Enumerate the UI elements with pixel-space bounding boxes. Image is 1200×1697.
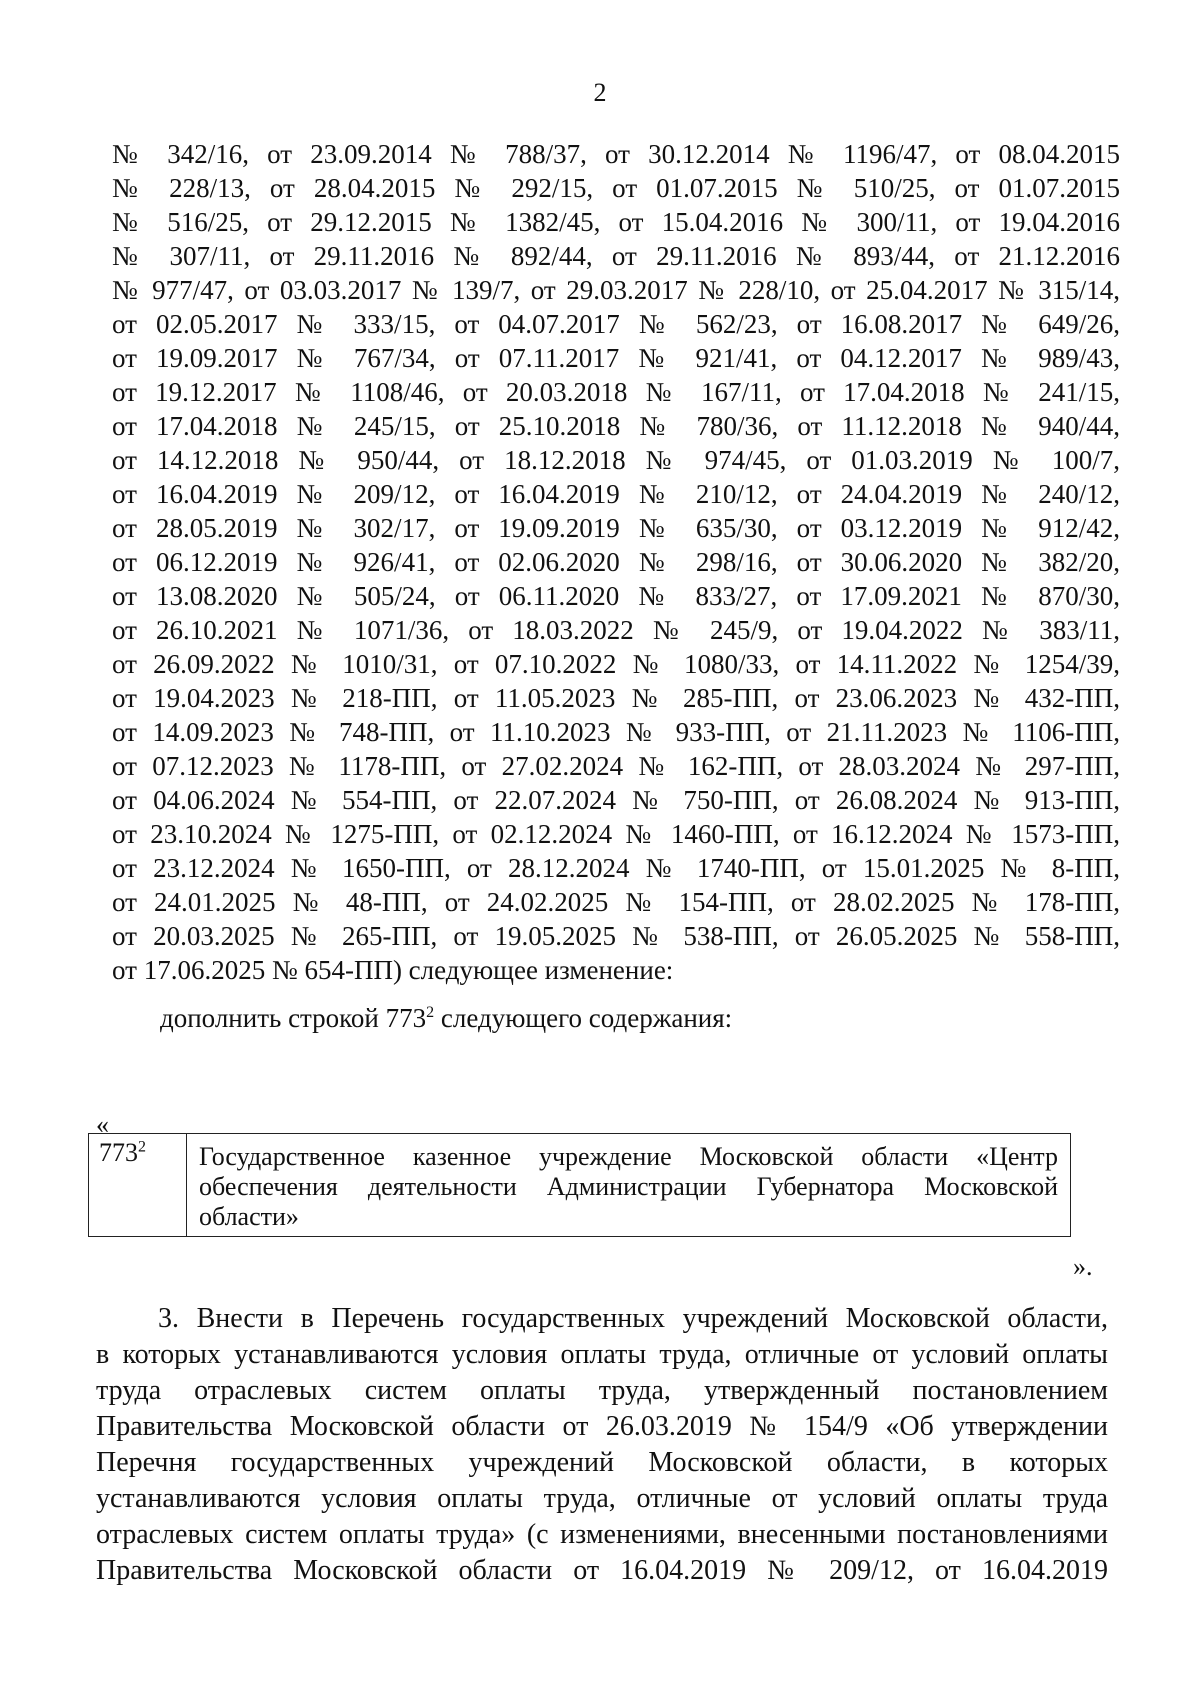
- amendment-line: от 24.01.2025 № 48-ПП, от 24.02.2025 № 154-ПП, от 28.02.2025 № 178-ПП,: [112, 887, 1120, 917]
- instruction-superscript: 2: [426, 1004, 435, 1021]
- amendment-line: от 16.04.2019 № 209/12, от 16.04.2019 № 210/12, от 24.04.2019 № 240/12,: [112, 479, 1120, 509]
- amendment-line: от 19.04.2023 № 218-ПП, от 11.05.2023 № 285-ПП, от 23.06.2023 № 432-ПП,: [112, 683, 1120, 713]
- amendment-line: от 04.06.2024 № 554-ПП, от 22.07.2024 № 750-ПП, от 26.08.2024 № 913-ПП,: [112, 785, 1120, 815]
- quote-open: «: [96, 1110, 109, 1139]
- amendment-line: № 516/25, от 29.12.2015 № 1382/45, от 15.04.2016 № 300/11, от 19.04.2016: [112, 207, 1120, 237]
- amendment-line: № 342/16, от 23.09.2014 № 788/37, от 30.12.2014 № 1196/47, от 08.04.2015: [112, 139, 1120, 169]
- amendment-line: от 17.04.2018 № 245/15, от 25.10.2018 № 780/36, от 11.12.2018 № 940/44,: [112, 411, 1120, 441]
- amendment-line: № 977/47, от 03.03.2017 № 139/7, от 29.03.2017 № 228/10, от 25.04.2017 № 315/14,: [112, 275, 1120, 305]
- page-number: 2: [593, 78, 607, 107]
- table-text-line: обеспечения деятельности Администрации Губернатора Московской: [199, 1172, 1058, 1201]
- quote-close: ».: [1073, 1252, 1093, 1281]
- table-text-cell: [187, 1134, 1070, 1236]
- table-number-cell: [89, 1134, 187, 1236]
- paragraph-line: устанавливаются условия оплаты труда, отличные от условий оплаты труда: [96, 1483, 1108, 1514]
- paragraph-line: Правительства Московской области от 16.04.2019 № 209/12, от 16.04.2019: [96, 1555, 1108, 1586]
- amendment-line: от 02.05.2017 № 333/15, от 04.07.2017 № 562/23, от 16.08.2017 № 649/26,: [112, 309, 1120, 339]
- amendment-line: от 28.05.2019 № 302/17, от 19.09.2019 № 635/30, от 03.12.2019 № 912/42,: [112, 513, 1120, 543]
- amendment-line: от 19.09.2017 № 767/34, от 07.11.2017 № 921/41, от 04.12.2017 № 989/43,: [112, 343, 1120, 373]
- instruction-prefix: дополнить строкой 773: [160, 1003, 427, 1033]
- paragraph-line: Перечня государственных учреждений Московской области, в которых: [96, 1447, 1108, 1478]
- amendment-line: от 20.03.2025 № 265-ПП, от 19.05.2025 № 538-ПП, от 26.05.2025 № 558-ПП,: [112, 921, 1120, 951]
- paragraph-line: в которых устанавливаются условия оплаты труда, отличные от условий оплаты: [96, 1339, 1108, 1370]
- amendment-line: от 13.08.2020 № 505/24, от 06.11.2020 № 833/27, от 17.09.2021 № 870/30,: [112, 581, 1120, 611]
- paragraph-line: труда отраслевых систем оплаты труда, утвержденный постановлением: [96, 1375, 1108, 1406]
- amendment-line: № 307/11, от 29.11.2016 № 892/44, от 29.11.2016 № 893/44, от 21.12.2016: [112, 241, 1120, 271]
- instruction-suffix: следующего содержания:: [434, 1003, 733, 1033]
- amendment-line: от 23.12.2024 № 1650-ПП, от 28.12.2024 № 1740-ПП, от 15.01.2025 № 8-ПП,: [112, 853, 1120, 883]
- amendment-line: от 26.09.2022 № 1010/31, от 07.10.2022 № 1080/33, от 14.11.2022 № 1254/39,: [112, 649, 1120, 679]
- paragraph-line: 3. Внести в Перечень государственных учреждений Московской области,: [158, 1303, 1108, 1334]
- insertion-table: [88, 1133, 1071, 1237]
- table-text-line: Государственное казенное учреждение Московской области «Центр: [199, 1142, 1058, 1171]
- amendment-line: № 228/13, от 28.04.2015 № 292/15, от 01.07.2015 № 510/25, от 01.07.2015: [112, 173, 1120, 203]
- amendment-line: от 14.12.2018 № 950/44, от 18.12.2018 № 974/45, от 01.03.2019 № 100/7,: [112, 445, 1120, 475]
- amendment-line: от 14.09.2023 № 748-ПП, от 11.10.2023 № 933-ПП, от 21.11.2023 № 1106-ПП,: [112, 717, 1120, 747]
- amendment-line: от 17.06.2025 № 654-ПП) следующее изменение:: [112, 955, 674, 985]
- amendment-line: от 07.12.2023 № 1178-ПП, от 27.02.2024 № 162-ПП, от 28.03.2024 № 297-ПП,: [112, 751, 1120, 781]
- amendment-line: от 06.12.2019 № 926/41, от 02.06.2020 № 298/16, от 30.06.2020 № 382/20,: [112, 547, 1120, 577]
- amendment-line: от 19.12.2017 № 1108/46, от 20.03.2018 № 167/11, от 17.04.2018 № 241/15,: [112, 377, 1120, 407]
- amendment-line: от 23.10.2024 № 1275-ПП, от 02.12.2024 № 1460-ПП, от 16.12.2024 № 1573-ПП,: [112, 819, 1120, 849]
- amendment-line: от 26.10.2021 № 1071/36, от 18.03.2022 № 245/9, от 19.04.2022 № 383/11,: [112, 615, 1120, 645]
- paragraph-line: Правительства Московской области от 26.03.2019 № 154/9 «Об утверждении: [96, 1411, 1108, 1442]
- paragraph-line: отраслевых систем оплаты труда» (с изменениями, внесенными постановлениями: [96, 1519, 1108, 1550]
- table-text-line: области»: [199, 1202, 299, 1231]
- instruction-text: [160, 1002, 860, 1034]
- row-number: 773: [99, 1138, 138, 1167]
- row-number-superscript: 2: [138, 1138, 146, 1156]
